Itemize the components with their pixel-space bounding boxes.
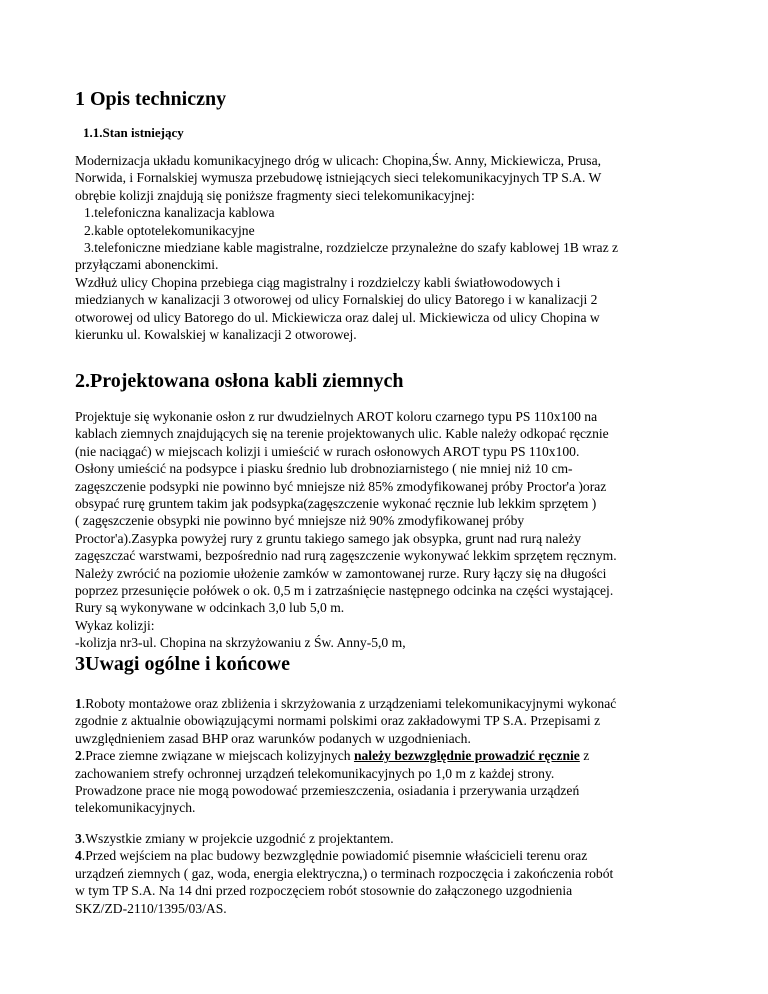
text-line: kablach ziemnych znajdujących się na terenie projektowanych ulic. Kable należy odkopać ręcznie xyxy=(75,426,609,442)
text-span: z xyxy=(579,748,590,764)
text-line: zagęszczenie podsypki nie powinno być mniejsze niż 85% zmodyfikowanej próby Proctor'a )oraz xyxy=(75,478,607,494)
section-3-paragraph-1 xyxy=(75,695,715,817)
item-number: 4 xyxy=(75,848,82,864)
section-1-heading: 1 Opis techniczny xyxy=(75,88,227,110)
text-line: kierunku ul. Kowalskiej w kanalizacji 2 otworowej. xyxy=(75,327,357,343)
section-3-paragraph-3 xyxy=(75,830,715,917)
list-item: 1.telefoniczna kanalizacja kablowa xyxy=(84,205,275,221)
text-line xyxy=(75,747,715,764)
text-line: otworowej od ulicy Batorego do ul. Mickiewicza oraz dalej ul. Mickiewicza od ulicy Chopina w xyxy=(75,309,600,325)
text-line: uwzględnieniem zasad BHP oraz warunków podanych w uzgodnieniach. xyxy=(75,730,471,746)
text-line: Wykaz kolizji: xyxy=(75,617,155,633)
text-line: zachowaniem strefy ochronnej urządzeń telekomunikacyjnych po 1,0 m z każdej strony. xyxy=(75,765,555,781)
text-line: zgodnie z aktualnie obowiązującymi normami polskimi oraz zakładowymi TP S.A. Przepisami z xyxy=(75,713,601,729)
text-line: Modernizacja układu komunikacyjnego dróg w ulicach: Chopina,Św. Anny, Mickiewicza, Prusa, xyxy=(75,153,601,168)
text-line: SKZ/ZD-2110/1395/03/AS. xyxy=(75,900,227,916)
text-line: poprzez przesunięcie połówek o ok. 0,5 m i zatrzaśnięcie następnego odcinka na części wystającej. xyxy=(75,583,614,599)
text-line: ( zagęszczenie obsypki nie powinno być mniejsze niż 90% zmodyfikowanej próby xyxy=(75,513,525,529)
text-line: Norwida, i Fornalskiej wymusza przebudowę istniejących sieci telekomunikacyjnych TP S.A. W xyxy=(75,170,602,186)
text-line: urządzeń ziemnych ( gaz, woda, energia elektryczna,) o terminach rozpoczęcia i zakończenia robót xyxy=(75,865,614,881)
list-item: 3.telefoniczne miedziane kable magistralne, rozdzielcze przynależne do szafy kablowej 1B wraz z xyxy=(84,240,619,256)
item-number: 2 xyxy=(75,748,82,764)
text-span: .Prace ziemne związane w miejscach kolizyjnych xyxy=(81,748,354,764)
text-span: .Roboty montażowe oraz zbliżenia i skrzyżowania z urządzeniami telekomunikacyjnymi wykonać xyxy=(81,696,617,711)
section-2-heading: 2.Projektowana osłona kabli ziemnych xyxy=(75,370,404,392)
text-line: (nie naciągać) w miejscach kolizji i umieścić w rurach osłonowych AROT typu PS 110x100. xyxy=(75,443,580,459)
section-2-body xyxy=(75,408,715,652)
section-1-1-subheading: 1.1.Stan istniejący xyxy=(83,125,184,140)
text-line: w tym TP S.A. Na 14 dni przed rozpoczęciem robót stosownie do załączonego uzgodnienia xyxy=(75,883,573,899)
text-span: .Przed wejściem na plac budowy bezwzględnie powiadomić pisemnie właścicieli terenu oraz xyxy=(81,848,588,864)
text-line: Wzdłuż ulicy Chopina przebiega ciąg magistralny i rozdzielczy kabli światłowodowych i xyxy=(75,274,561,290)
text-line: -kolizja nr3-ul. Chopina na skrzyżowaniu z Św. Anny-5,0 m, xyxy=(75,635,406,651)
text-line: Proctor'a).Zasypka powyżej rury z gruntu takiego samego jak obsypka, grunt nad rurą należy xyxy=(75,530,582,546)
emphasis-text: należy bezwzględnie prowadzić ręcznie xyxy=(353,748,580,764)
text-line: Prowadzone prace nie mogą powodować przemieszczenia, osiadania i przerywania urządzeń xyxy=(75,783,580,799)
text-line xyxy=(75,830,715,847)
list-item: 2.kable optotelekomunikacyjne xyxy=(84,222,255,238)
text-line xyxy=(75,695,715,712)
item-number: 3 xyxy=(75,831,82,846)
text-line: Rury są wykonywane w odcinkach 3,0 lub 5,0 m. xyxy=(75,600,345,616)
text-line xyxy=(75,847,715,864)
text-line: Osłony umieścić na podsypce i piasku średnio lub drobnoziarnistego ( nie mniej niż 10 cm- xyxy=(75,461,573,477)
item-number: 1 xyxy=(75,696,82,711)
text-line: przyłączami abonenckimi. xyxy=(75,257,219,273)
text-span: .Wszystkie zmiany w projekcie uzgodnić z projektantem. xyxy=(81,831,394,846)
text-line: obrębie kolizji znajdują się poniższe fragmenty sieci telekomunikacyjnej: xyxy=(75,187,475,203)
text-line: Należy zwrócić na poziomie ułożenie zamków w zamontowanej rurze. Rury łączy się na długości xyxy=(75,565,607,581)
text-line: telekomunikacyjnych. xyxy=(75,800,196,816)
section-1-body xyxy=(75,152,715,343)
text-line: zagęszczać warstwami, bezpośrednio nad rurą zagęszczenie wykonywać lekkim sprzętem ręcznym. xyxy=(75,548,617,564)
section-3-heading: 3Uwagi ogólne i końcowe xyxy=(75,653,290,675)
text-line: obsypać rurę gruntem takim jak podsypka(zagęszczenie wykonać ręcznie lub lekkim sprzętem ) xyxy=(75,496,597,512)
text-line: miedzianych w kanalizacji 3 otworowej od ulicy Fornalskiej do ulicy Batorego i w kanalizacji 2 xyxy=(75,292,598,308)
text-line: Projektuje się wykonanie osłon z rur dwudzielnych AROT koloru czarnego typu PS 110x100 na xyxy=(75,409,598,424)
